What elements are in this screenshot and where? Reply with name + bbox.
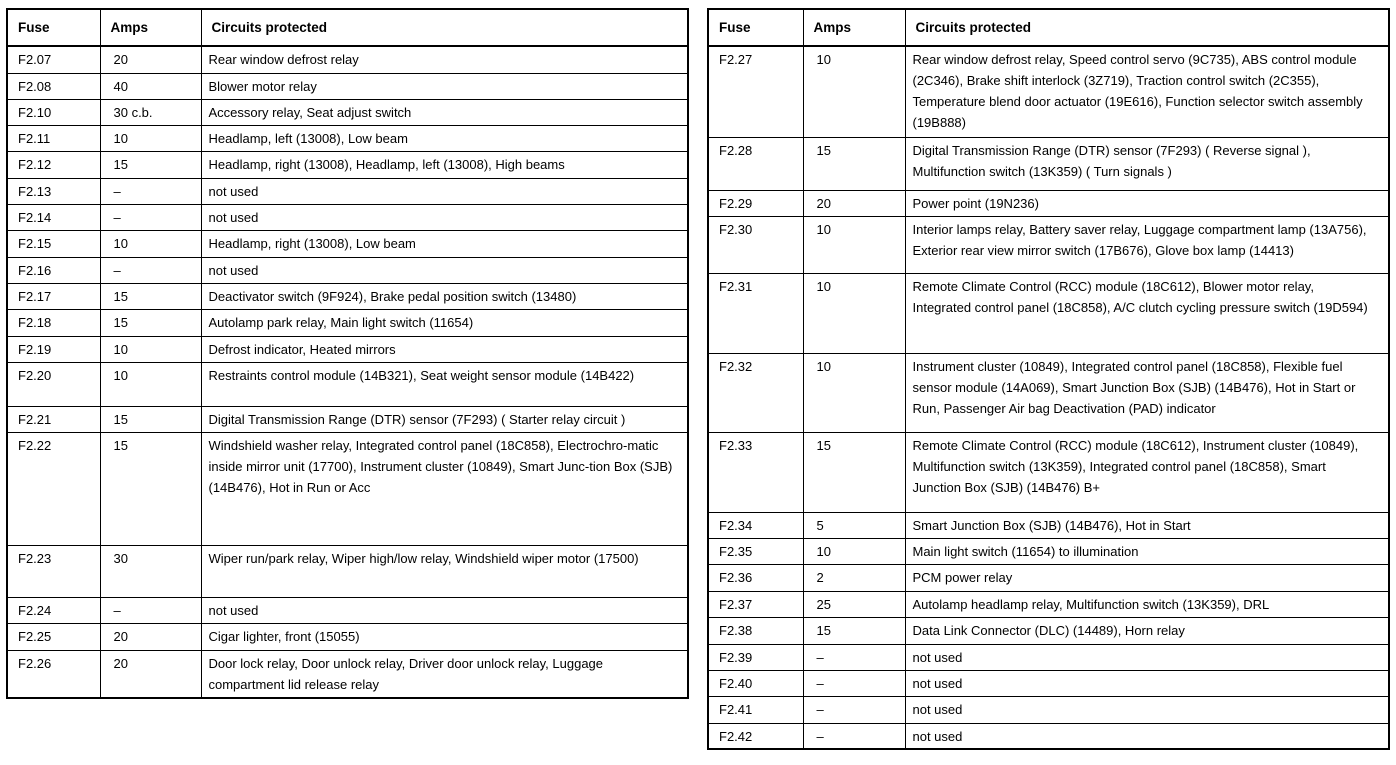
circuits-cell: Autolamp park relay, Main light switch (11654) (201, 309, 688, 336)
table-row (7, 406, 688, 432)
circuits-cell: not used (905, 644, 1389, 670)
amps-cell: 20 (100, 623, 201, 650)
circuits-cell: not used (201, 597, 688, 623)
amps-cell: 15 (100, 283, 201, 309)
table-row (7, 99, 688, 125)
amps-cell: 10 (100, 362, 201, 406)
table-row (7, 336, 688, 362)
circuits-cell: Cigar lighter, front (15055) (201, 623, 688, 650)
fuse-cell: F2.28 (708, 137, 803, 190)
circuits-cell: not used (201, 204, 688, 230)
amps-cell: 30 c.b. (100, 99, 201, 125)
fuse-cell: F2.25 (7, 623, 100, 650)
amps-cell: – (803, 670, 905, 696)
amps-cell: 15 (100, 151, 201, 178)
header-amps: Amps (803, 9, 905, 46)
fuse-cell: F2.31 (708, 273, 803, 353)
amps-cell: 20 (803, 190, 905, 216)
fuse-cell: F2.10 (7, 99, 100, 125)
amps-cell: 10 (100, 125, 201, 151)
fuse-cell: F2.37 (708, 591, 803, 617)
amps-cell: – (803, 696, 905, 723)
table-row (708, 216, 1389, 273)
fuse-table-right (707, 8, 1390, 750)
table-row (708, 670, 1389, 696)
table-row (708, 644, 1389, 670)
table-row (7, 650, 688, 698)
circuits-cell: Data Link Connector (DLC) (14489), Horn relay (905, 617, 1389, 644)
fuse-cell: F2.13 (7, 178, 100, 204)
amps-cell: – (100, 204, 201, 230)
table-row (708, 723, 1389, 749)
circuits-cell: Blower motor relay (201, 73, 688, 99)
circuits-cell: Defrost indicator, Heated mirrors (201, 336, 688, 362)
amps-cell: 10 (803, 353, 905, 432)
amps-cell: 10 (803, 46, 905, 137)
fuse-cell: F2.08 (7, 73, 100, 99)
amps-cell: 2 (803, 564, 905, 591)
table-row (7, 432, 688, 545)
table-row (7, 545, 688, 597)
table-row (7, 257, 688, 283)
circuits-cell: not used (905, 696, 1389, 723)
table-row (7, 309, 688, 336)
circuits-cell: Smart Junction Box (SJB) (14B476), Hot in Start (905, 512, 1389, 538)
circuits-cell: Headlamp, left (13008), Low beam (201, 125, 688, 151)
amps-cell: 5 (803, 512, 905, 538)
table-row (7, 73, 688, 99)
fuse-cell: F2.24 (7, 597, 100, 623)
amps-cell: 10 (803, 273, 905, 353)
table-row (7, 283, 688, 309)
table-row (708, 353, 1389, 432)
table-row (708, 617, 1389, 644)
fuse-cell: F2.20 (7, 362, 100, 406)
table-row (708, 137, 1389, 190)
amps-cell: 20 (100, 650, 201, 698)
table-row (7, 151, 688, 178)
amps-cell: 15 (100, 309, 201, 336)
fuse-cell: F2.11 (7, 125, 100, 151)
table-row (7, 597, 688, 623)
header-amps: Amps (100, 9, 201, 46)
amps-cell: 10 (803, 538, 905, 564)
circuits-cell: Instrument cluster (10849), Integrated control panel (18C858), Flexible fuel sensor module (14A069), Smart Junction Box (SJB) (14B476), Hot in Start or Run, Passenger Air bag Deactivation (PAD) indicator (905, 353, 1389, 432)
header-fuse: Fuse (708, 9, 803, 46)
circuits-cell: Interior lamps relay, Battery saver relay, Luggage compartment lamp (13A756), Exterior rear view mirror switch (17B676), Glove box lamp (14413) (905, 216, 1389, 273)
table-row (708, 696, 1389, 723)
circuits-cell: Rear window defrost relay (201, 46, 688, 73)
circuits-cell: not used (201, 257, 688, 283)
fuse-cell: F2.19 (7, 336, 100, 362)
amps-cell: – (100, 178, 201, 204)
amps-cell: – (803, 644, 905, 670)
fuse-cell: F2.30 (708, 216, 803, 273)
fuse-cell: F2.27 (708, 46, 803, 137)
amps-cell: – (100, 597, 201, 623)
amps-cell: 15 (803, 432, 905, 512)
amps-cell: 15 (100, 432, 201, 545)
fuse-cell: F2.26 (7, 650, 100, 698)
header-fuse: Fuse (7, 9, 100, 46)
amps-cell: 30 (100, 545, 201, 597)
circuits-cell: Wiper run/park relay, Wiper high/low relay, Windshield wiper motor (17500) (201, 545, 688, 597)
fuse-cell: F2.16 (7, 257, 100, 283)
fuse-cell: F2.33 (708, 432, 803, 512)
circuits-cell: Headlamp, right (13008), Low beam (201, 230, 688, 257)
circuits-cell: Headlamp, right (13008), Headlamp, left (13008), High beams (201, 151, 688, 178)
circuits-cell: not used (905, 670, 1389, 696)
circuits-cell: PCM power relay (905, 564, 1389, 591)
circuits-cell: Remote Climate Control (RCC) module (18C612), Blower motor relay, Integrated control panel (18C858), A/C clutch cycling pressure switch (19D594) (905, 273, 1389, 353)
table-row (7, 230, 688, 257)
amps-cell: 40 (100, 73, 201, 99)
amps-cell: – (803, 723, 905, 749)
circuits-cell: Digital Transmission Range (DTR) sensor (7F293) ( Starter relay circuit ) (201, 406, 688, 432)
circuits-cell: Digital Transmission Range (DTR) sensor (7F293) ( Reverse signal ), Multifunction switch (13K359) ( Turn signals ) (905, 137, 1389, 190)
header-circuits: Circuits protected (201, 9, 688, 46)
table-row (7, 623, 688, 650)
table-row (7, 125, 688, 151)
circuits-cell: Windshield washer relay, Integrated control panel (18C858), Electrochro-matic inside mirror unit (17700), Instrument cluster (10849), Smart Junc-tion Box (SJB) (14B476), Hot in Run or Acc (201, 432, 688, 545)
circuits-cell: Autolamp headlamp relay, Multifunction switch (13K359), DRL (905, 591, 1389, 617)
fuse-cell: F2.36 (708, 564, 803, 591)
fuse-cell: F2.14 (7, 204, 100, 230)
amps-cell: 15 (100, 406, 201, 432)
header-row (708, 9, 1389, 46)
table-row (7, 178, 688, 204)
circuits-cell: Main light switch (11654) to illumination (905, 538, 1389, 564)
fuse-cell: F2.21 (7, 406, 100, 432)
circuits-cell: Accessory relay, Seat adjust switch (201, 99, 688, 125)
circuits-cell: not used (201, 178, 688, 204)
fuse-cell: F2.34 (708, 512, 803, 538)
circuits-cell: Restraints control module (14B321), Seat weight sensor module (14B422) (201, 362, 688, 406)
fuse-cell: F2.41 (708, 696, 803, 723)
circuits-cell: not used (905, 723, 1389, 749)
circuits-cell: Rear window defrost relay, Speed control servo (9C735), ABS control module (2C346), Brake shift interlock (3Z719), Traction control switch (2C355), Temperature blend door actuator (19E616), Function selector switch assembly (19B888) (905, 46, 1389, 137)
circuits-cell: Door lock relay, Door unlock relay, Driver door unlock relay, Luggage compartment lid release relay (201, 650, 688, 698)
header-circuits: Circuits protected (905, 9, 1389, 46)
table-row (7, 204, 688, 230)
fuse-cell: F2.35 (708, 538, 803, 564)
circuits-cell: Power point (19N236) (905, 190, 1389, 216)
fuse-cell: F2.38 (708, 617, 803, 644)
fuse-cell: F2.07 (7, 46, 100, 73)
fuse-cell: F2.42 (708, 723, 803, 749)
amps-cell: 10 (100, 336, 201, 362)
amps-cell: 10 (100, 230, 201, 257)
table-row (708, 564, 1389, 591)
circuits-cell: Remote Climate Control (RCC) module (18C612), Instrument cluster (10849), Multifunction switch (13K359), Integrated control panel (18C858), Smart Junction Box (SJB) (14B476) B+ (905, 432, 1389, 512)
amps-cell: 25 (803, 591, 905, 617)
fuse-cell: F2.18 (7, 309, 100, 336)
fuse-cell: F2.17 (7, 283, 100, 309)
fuse-cell: F2.29 (708, 190, 803, 216)
fuse-cell: F2.40 (708, 670, 803, 696)
fuse-cell: F2.32 (708, 353, 803, 432)
amps-cell: 15 (803, 137, 905, 190)
table-row (7, 46, 688, 73)
fuse-cell: F2.23 (7, 545, 100, 597)
amps-cell: 10 (803, 216, 905, 273)
fuse-cell: F2.12 (7, 151, 100, 178)
table-row (708, 432, 1389, 512)
table-row (708, 273, 1389, 353)
fuse-cell: F2.22 (7, 432, 100, 545)
fuse-cell: F2.15 (7, 230, 100, 257)
table-row (708, 190, 1389, 216)
header-row (7, 9, 688, 46)
amps-cell: 20 (100, 46, 201, 73)
amps-cell: – (100, 257, 201, 283)
table-row (708, 591, 1389, 617)
table-row (708, 512, 1389, 538)
amps-cell: 15 (803, 617, 905, 644)
fuse-table-left (6, 8, 689, 699)
table-row (708, 46, 1389, 137)
table-row (708, 538, 1389, 564)
fuse-cell: F2.39 (708, 644, 803, 670)
circuits-cell: Deactivator switch (9F924), Brake pedal position switch (13480) (201, 283, 688, 309)
table-row (7, 362, 688, 406)
